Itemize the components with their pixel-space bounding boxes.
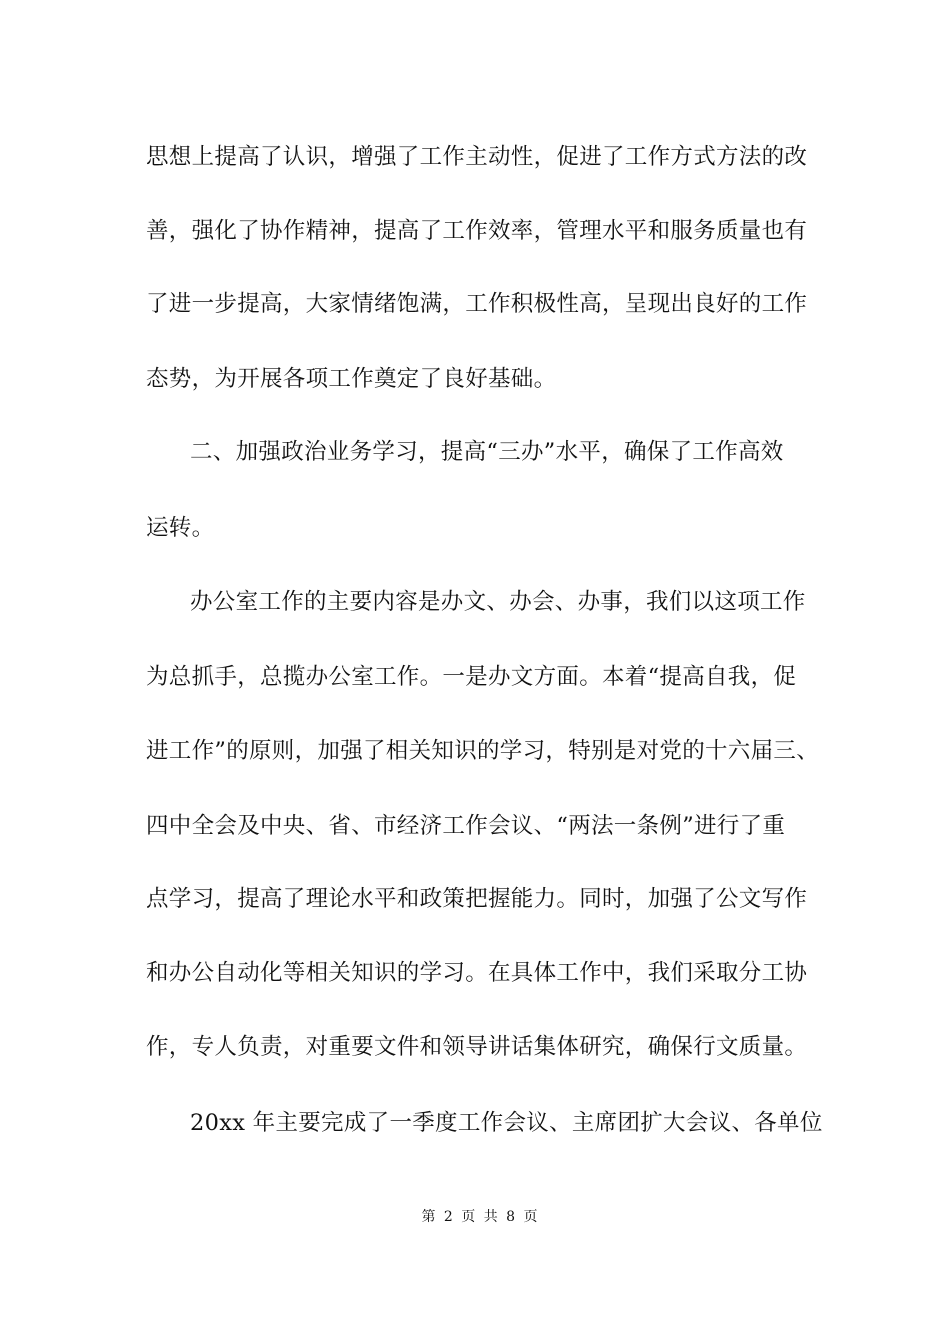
body-text-line: 思想上提高了认识，增强了工作主动性，促进了工作方式方法的改: [146, 144, 808, 170]
body-text-line: 为总抓手，总揽办公室工作。一是办文方面。本着“提高自我，促: [146, 664, 797, 690]
body-text-line: 作，专人负责，对重要文件和领导讲话集体研究，确保行文质量。: [146, 1034, 808, 1060]
body-text-line: 了进一步提高，大家情绪饱满，工作积极性高，呈现出良好的工作: [146, 291, 808, 317]
body-text-line: 态势，为开展各项工作奠定了良好基础。: [146, 366, 557, 392]
body-text-line: 四中全会及中央、省、市经济工作会议、“两法一条例”进行了重: [146, 813, 786, 839]
body-text-line: 善，强化了协作精神，提高了工作效率，管理水平和服务质量也有: [146, 218, 808, 244]
body-text-line: 20xx 年主要完成了一季度工作会议、主席团扩大会议、各单位: [190, 1110, 823, 1136]
body-text-line: 和办公自动化等相关知识的学习。在具体工作中，我们采取分工协: [146, 960, 808, 986]
section-heading-line: 运转。: [146, 515, 215, 541]
section-heading-line: 二、加强政治业务学习，提高“三办”水平，确保了工作高效: [190, 439, 784, 465]
body-text-line: 办公室工作的主要内容是办文、办会、办事，我们以这项工作: [190, 589, 806, 615]
page-number-footer: 第 2 页 共 8 页: [421, 1209, 539, 1225]
body-text-line: 进工作”的原则，加强了相关知识的学习，特别是对党的十六届三、: [146, 738, 820, 764]
body-text-line: 点学习，提高了理论水平和政策把握能力。同时，加强了公文写作: [146, 886, 808, 912]
